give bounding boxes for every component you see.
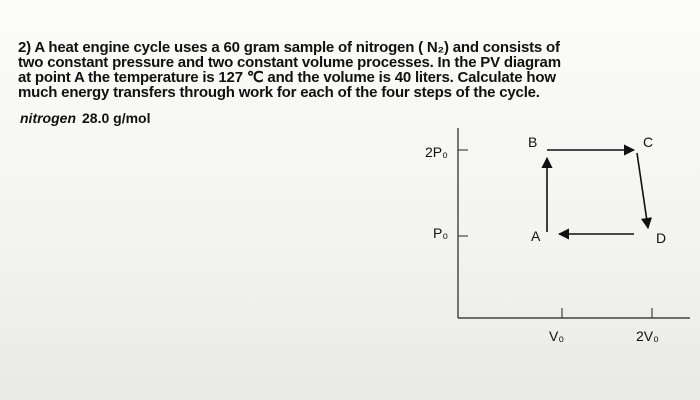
molar-mass-label: nitrogen — [20, 110, 76, 126]
x-tick-label-2v0: 2V₀ — [636, 328, 659, 344]
molar-mass-value: 28.0 g/mol — [82, 110, 151, 126]
y-tick-label-p0: P₀ — [433, 225, 449, 241]
problem-line: two constant pressure and two constant volume processes. In the PV diagram — [18, 54, 561, 71]
path-c-to-d — [637, 153, 648, 228]
point-label-a: A — [531, 228, 541, 244]
problem-line: 2) A heat engine cycle uses a 60 gram sample of nitrogen ( N₂) and consists of — [18, 39, 560, 56]
point-label-b: B — [528, 134, 538, 150]
x-tick-label-v0: V₀ — [549, 328, 565, 344]
problem-line: much energy transfers through work for each of the four steps of the cycle. — [18, 84, 540, 101]
problem-line: at point A the temperature is 127 ℃ and the volume is 40 liters. Calculate how — [18, 69, 556, 86]
point-label-c: C — [643, 134, 654, 150]
y-tick-label-2p0: 2P₀ — [425, 144, 448, 160]
point-label-d: D — [656, 230, 667, 246]
